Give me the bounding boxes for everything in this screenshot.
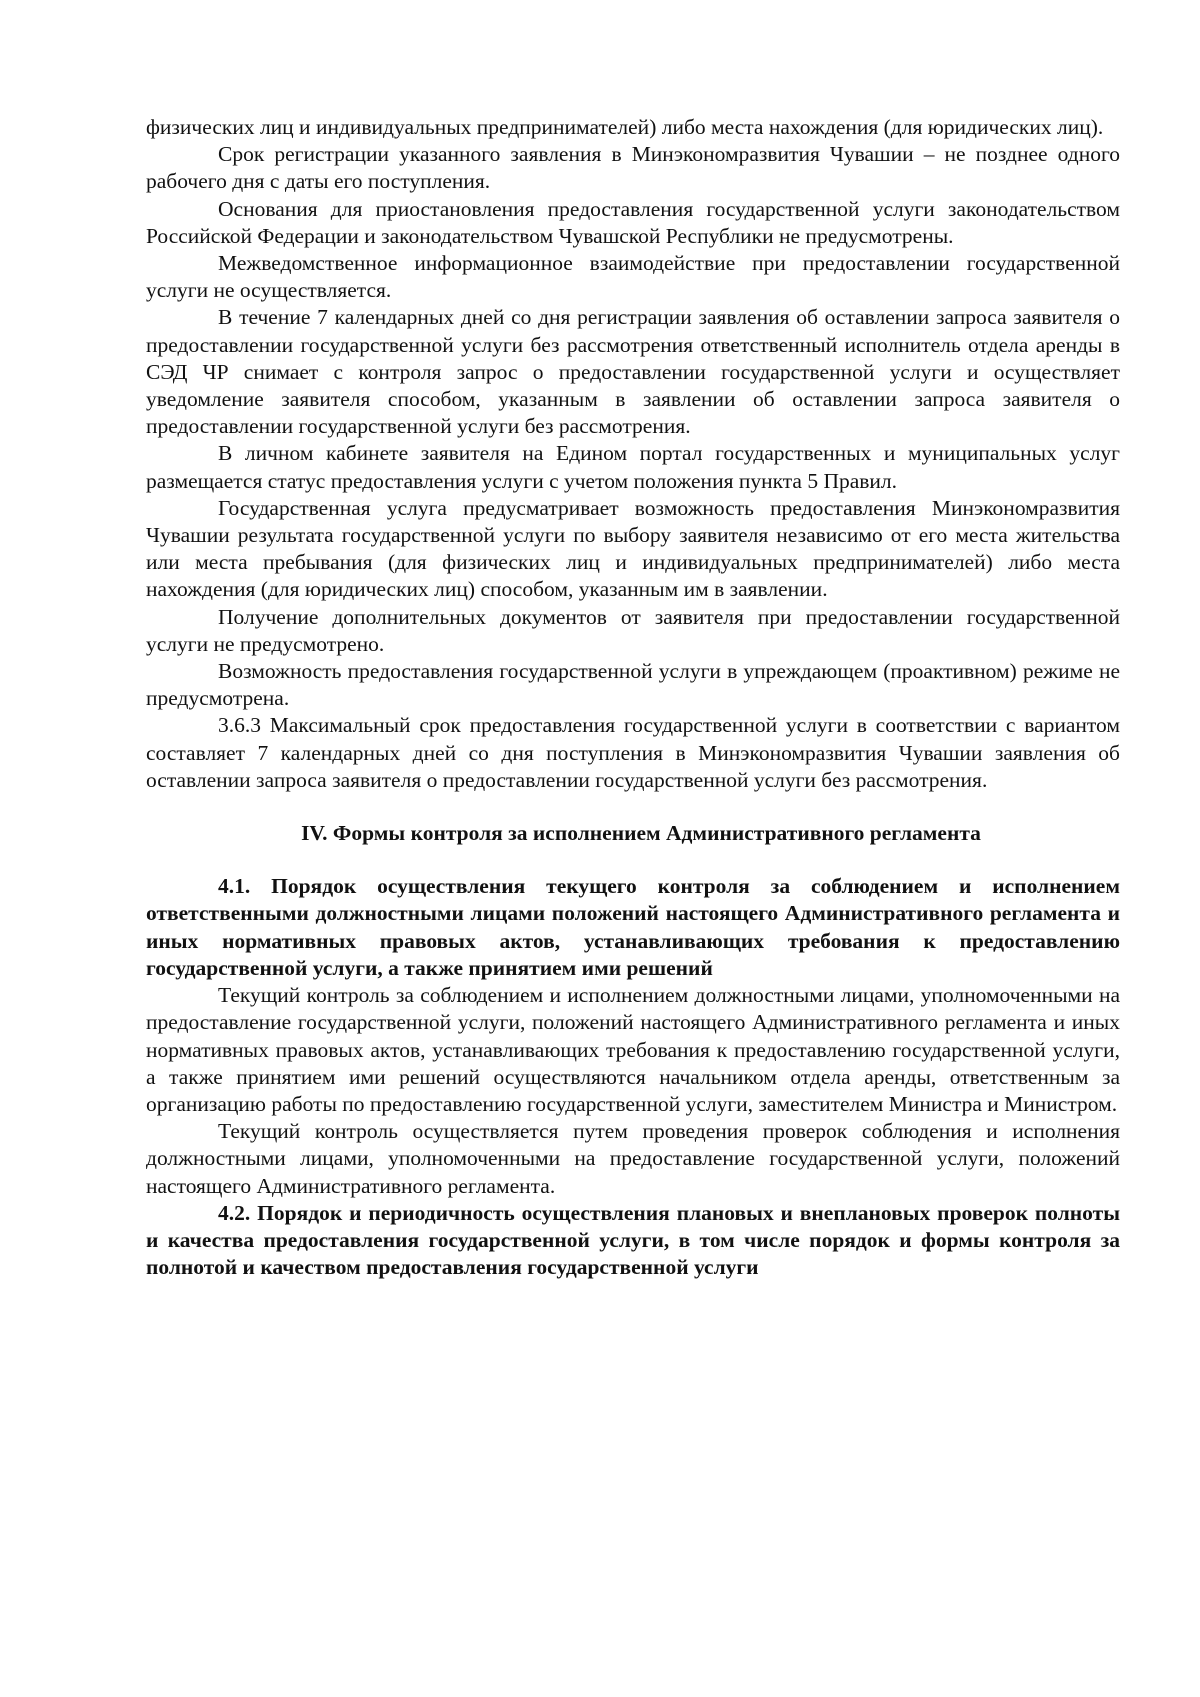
paragraph-additional-docs: Получение дополнительных документов от заявителя при предоставлении государственной услуги не предусмотрено. <box>146 604 1120 656</box>
paragraph-personal-account: В личном кабинете заявителя на Едином портал государственных и муниципальных услуг размещается статус предоставления услуги с учетом положения пункта 5 Правил. <box>146 441 1120 493</box>
paragraph-seven-days: В течение 7 календарных дней со дня регистрации заявления об оставлении запроса заявителя о предоставлении государственной услуги без рассмотрения ответственный исполнитель отдела аренды в СЭД ЧР снимает с контроля запрос о предоставлении государственной услуги и осуществляет уведомление заявителя способом, указанным в заявлении об оставлении запроса заявителя о предоставлении государственной услуги без рассмотрения. <box>146 305 1120 439</box>
paragraph-continuation: физических лиц и индивидуальных предпринимателей) либо места нахождения (для юридических лиц). <box>146 115 1104 139</box>
paragraph-interagency: Межведомственное информационное взаимодействие при предоставлении государственной услуги не осуществляется. <box>146 251 1120 303</box>
subsection-4-1-paragraph: Текущий контроль за соблюдением и исполнением должностными лицами, уполномоченными на предоставление государственной услуги, положений настоящего Административного регламента и иных нормативных правовых актов, устанавливающих требования к предоставлению государственной услуги, а также принятием ими решений осуществляются начальником отдела аренды, ответственным за организацию работы по предоставлению государственной услуги, заместителем Министра и Министром. <box>146 983 1120 1116</box>
section-heading: IV. Формы контроля за исполнением Административного регламента <box>301 821 981 846</box>
paragraph-proactive: Возможность предоставления государственной услуги в упреждающем (проактивном) режиме не предусмотрена. <box>146 659 1120 711</box>
subsection-4-2-title: 4.2. Порядок и периодичность осуществления плановых и внеплановых проверок полноты и качества предоставления государственной услуги, в том числе порядок и формы контроля за полнотой и качеством предоставления государственной услуги <box>146 1200 1120 1280</box>
subsection-4-1-paragraph: Текущий контроль осуществляется путем проведения проверок соблюдения и исполнения должностными лицами, уполномоченными на предоставление государственной услуги, положений настоящего Административного регламента. <box>146 1119 1120 1198</box>
subsection-4-1-title: 4.1. Порядок осуществления текущего контроля за соблюдением и исполнением ответственными должностными лицами положений настоящего Административного регламента и иных нормативных правовых актов, устанавливающих требования к предоставлению государственной услуги, а также принятием ими решений <box>146 874 1120 980</box>
paragraph-max-term: 3.6.3 Максимальный срок предоставления государственной услуги в соответствии с вариантом составляет 7 календарных дней со дня поступления в Минэкономразвития Чувашии заявления об оставлении запроса заявителя о предоставлении государственной услуги без рассмотрения. <box>146 713 1120 792</box>
paragraph-registration-term: Срок регистрации указанного заявления в Минэкономразвития Чувашии – не позднее одного рабочего дня с даты его поступления. <box>146 142 1120 194</box>
paragraph-result-delivery: Государственная услуга предусматривает возможность предоставления Минэкономразвития Чувашии результата государственной услуги по выбору заявителя независимо от его места жительства или места пребывания (для физических лиц и индивидуальных предпринимателей) либо места нахождения (для юридических лиц) способом, указанным им в заявлении. <box>146 495 1120 602</box>
paragraph-suspension-grounds: Основания для приостановления предоставления государственной услуги законодательством Российской Федерации и законодательством Чувашской Республики не предусмотрены. <box>146 196 1120 248</box>
